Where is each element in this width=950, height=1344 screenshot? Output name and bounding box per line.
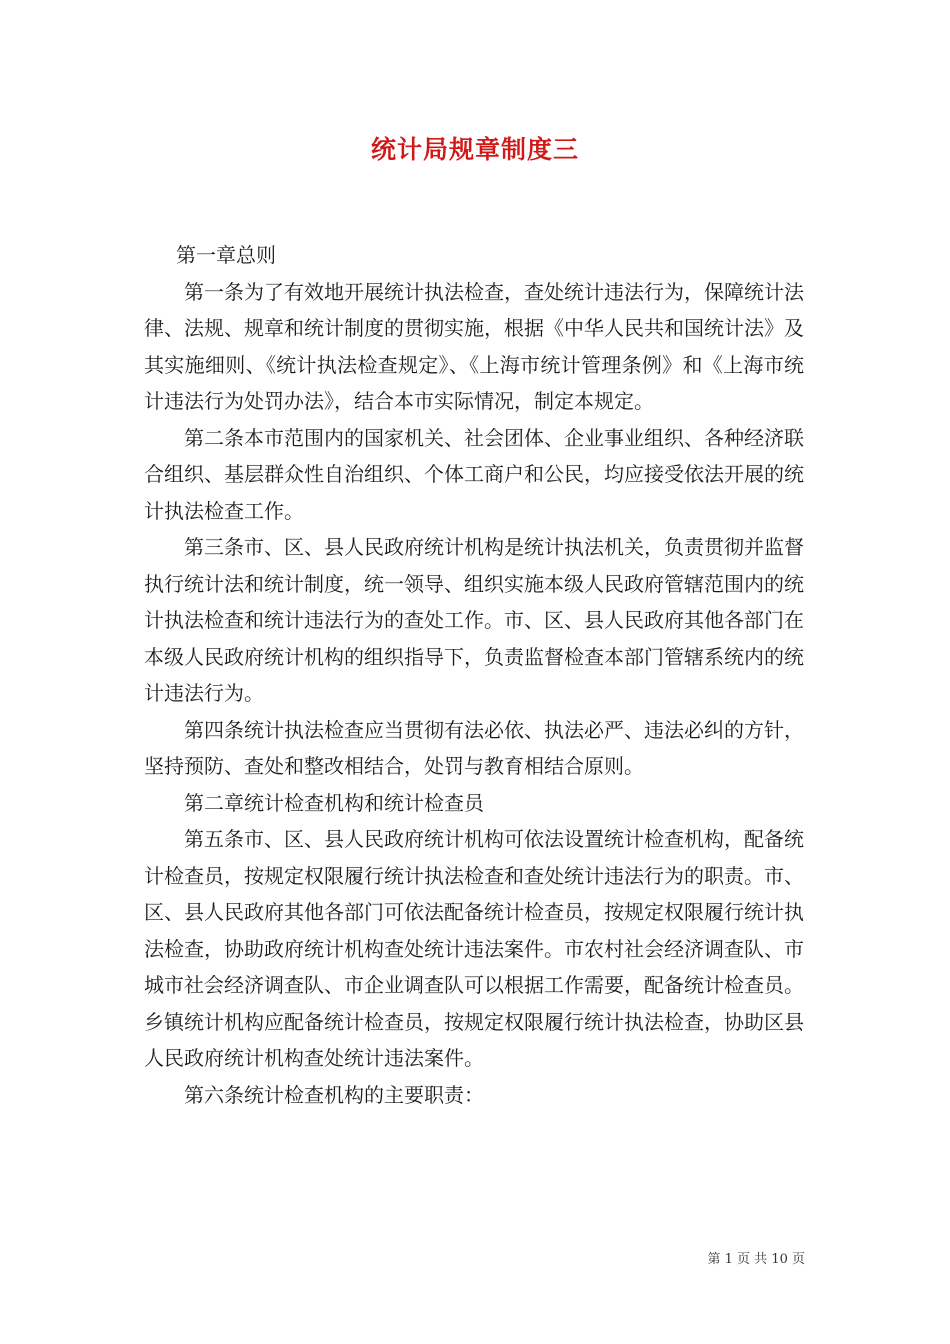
chapter-heading: 第二章统计检查机构和统计检查员 bbox=[184, 790, 484, 815]
article-paragraph: 第一条为了有效地开展统计执法检查，查处统计违法行为，保障统计法律、法规、规章和统计制度的贯彻实施，根据《中华人民共和国统计法》及其实施细则、《统计执法检查规定》、《上海市统计管理条例》和《上海市统计违法行为处罚办法》，结合本市实际情况，制定本规定。 bbox=[144, 279, 804, 413]
page-number: 第 1 页 共 10 页 bbox=[707, 1252, 805, 1267]
article-paragraph: 第二条本市范围内的国家机关、社会团体、企业事业组织、各种经济联合组织、基层群众性自治组织、个体工商户和公民，均应接受依法开展的统计执法检查工作。 bbox=[144, 425, 804, 523]
chapter-heading: 第一章总则 bbox=[176, 243, 276, 267]
article-paragraph: 第五条市、区、县人民政府统计机构可依法设置统计检查机构，配备统计检查员，按规定权限履行统计执法检查和查处统计违法行为的职责。市、区、县人民政府其他各部门可依法配备统计检查员，按规定权限履行统计执法检查，协助政府统计机构查处统计违法案件。市农村社会经济调查队、市城市社会经济调查队、市企业调查队可以根据工作需要，配备统计检查员。乡镇统计机构应配备统计检查员，按规定权限履行统计执法检查，协助区县人民政府统计机构查处统计违法案件。 bbox=[144, 827, 804, 1070]
page-title: 统计局规章制度三 bbox=[370, 135, 579, 164]
document-body bbox=[144, 237, 804, 1113]
article-paragraph: 第六条统计检查机构的主要职责： bbox=[184, 1082, 484, 1107]
article-paragraph: 第四条统计执法检查应当贯彻有法必依、执法必严、违法必纠的方针，坚持预防、查处和整改相结合，处罚与教育相结合原则。 bbox=[144, 717, 804, 778]
article-paragraph: 第三条市、区、县人民政府统计机构是统计执法机关，负责贯彻并监督执行统计法和统计制度，统一领导、组织实施本级人民政府管辖范围内的统计执法检查和统计违法行为的查处工作。市、区、县人民政府其他各部门在本级人民政府统计机构的组织指导下，负责监督检查本部门管辖系统内的统计违法行为。 bbox=[144, 535, 804, 705]
